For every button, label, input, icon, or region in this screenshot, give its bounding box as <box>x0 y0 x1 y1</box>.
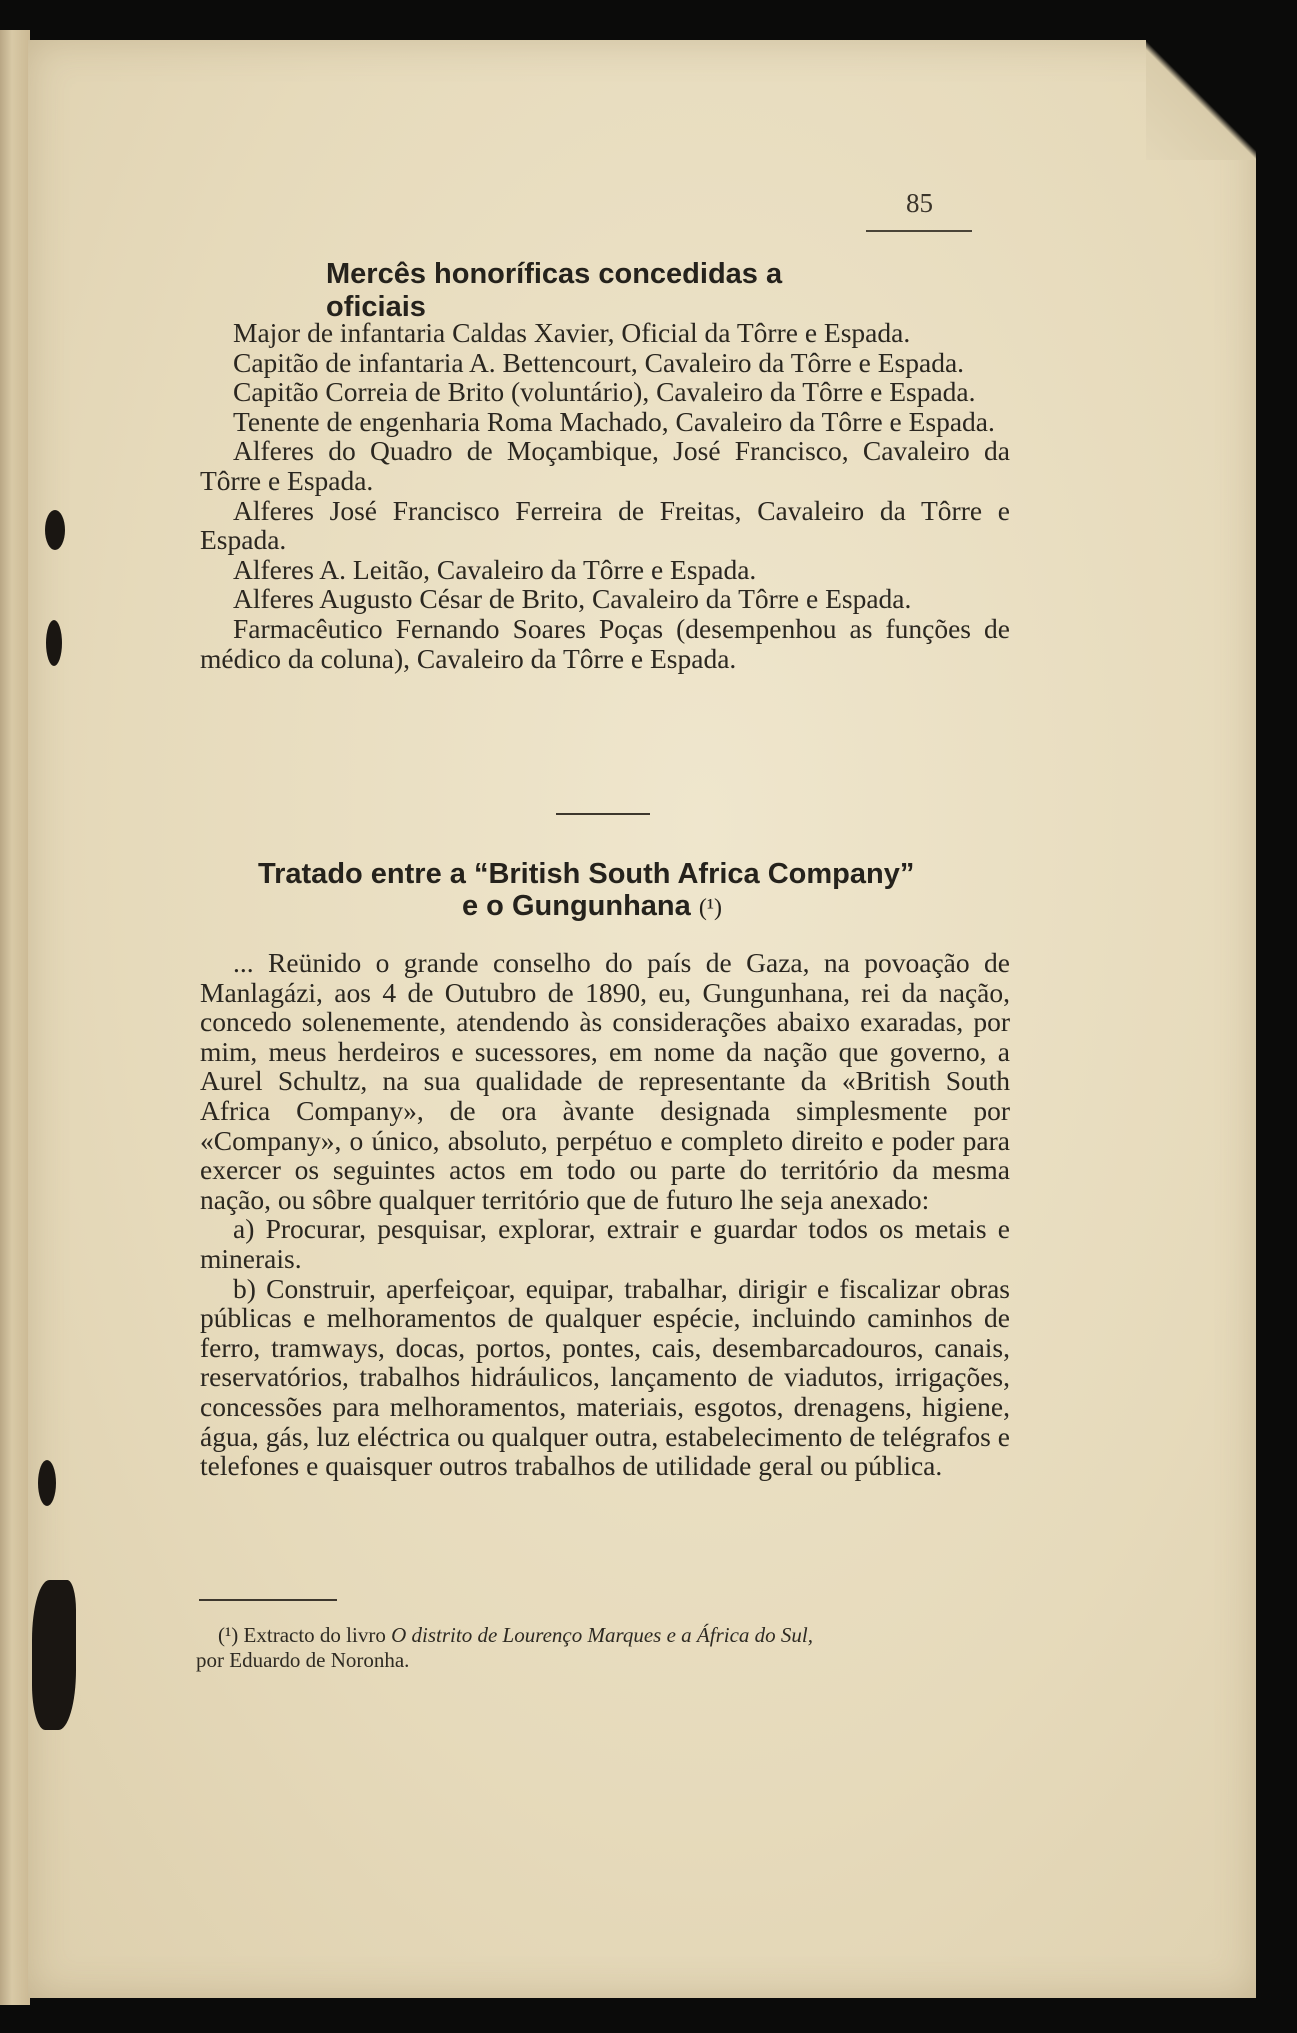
treaty-text <box>200 948 1010 1481</box>
page-number-rule <box>866 230 972 232</box>
torn-corner <box>1146 40 1256 160</box>
list-item: Capitão de infantaria A. Bettencourt, Cavaleiro da Tôrre e Espada. <box>233 346 965 378</box>
treaty-clause-a: a) Procurar, pesquisar, explorar, extrair e guardar todos os metais e minerais. <box>200 1213 1010 1274</box>
page-damage-mark <box>45 510 65 550</box>
page-damage-mark <box>46 620 62 666</box>
list-item: Capitão Correia de Brito (voluntário), Cavaleiro da Tôrre e Espada. <box>233 376 976 408</box>
footnote <box>196 1623 1010 1673</box>
list-item: Alferes do Quadro de Moçambique, José Francisco, Cavaleiro da Tôrre e Espada. <box>200 435 1010 496</box>
page-damage-mark <box>38 1460 56 1506</box>
list-item: Alferes Augusto César de Brito, Cavaleiro da Tôrre e Espada. <box>233 583 912 615</box>
list-item: Alferes José Francisco Ferreira de Freitas, Cavaleiro da Tôrre e Espada. <box>200 494 1010 556</box>
section-title-honours: Mercês honoríficas concedidas a oficiais <box>326 258 783 323</box>
book-spine-edge <box>0 30 30 2005</box>
footnote-author: por Eduardo de Noronha. <box>196 1648 410 1672</box>
honours-list <box>200 318 1010 673</box>
treaty-paragraph: ... Reünido o grande conselho do país de Gaza, na povoação de Manlagázi, aos 4 de Outubro de 1890, eu, Gungunhana, rei da nação, concedo solenemente, atendendo às considerações abaixo exaradas, por mim, meus herdeiros e sucessores, em nome da nação que governo, a Aurel Schultz, na sua qualidade de representante da «British South Africa Company», de ora àvante designada simplesmente por «Company», o único, absoluto, perpétuo e completo direito e poder para exercer os seguintes actos em todo ou parte do território da mesma nação, ou sôbre qualquer território que de futuro lhe seja anexado: <box>200 947 1010 1215</box>
treaty-title-text: e o Gungunhana <box>462 890 691 922</box>
list-item: Major de infantaria Caldas Xavier, Oficial da Tôrre e Espada. <box>233 317 911 348</box>
page-tear <box>32 1580 76 1730</box>
list-item: Alferes A. Leitão, Cavaleiro da Tôrre e Espada. <box>233 553 757 585</box>
treaty-clause-b: b) Construir, aperfeiçoar, equipar, trabalhar, dirigir e fiscalizar obras públicas e melhoramentos de qualquer espécie, incluindo caminhos de ferro, tramways, docas, portos, pontes, cais, desembarcadouros, canais, reservatórios, trabalhos hidráulicos, lançamento de viadutos, irrigações, concessões para melhoramentos, materiais, esgotos, drenagens, higiene, água, gás, luz eléctrica ou qualquer outra, estabelecimento de telégrafos e telefones e quaisquer outros trabalhos de utilidade geral ou pública. <box>200 1272 1010 1482</box>
page-number: 85 <box>906 188 933 218</box>
section-title-treaty-line1: Tratado entre a “British South Africa Company” <box>258 858 915 890</box>
section-title-treaty-line2 <box>462 890 862 923</box>
footnote-mark: (¹) <box>218 1623 239 1647</box>
section-divider <box>556 813 650 815</box>
footnote-book-title: O distrito de Lourenço Marques e a África do Sul, <box>391 1623 814 1647</box>
footnote-reference: (¹) <box>698 895 723 921</box>
list-item: Farmacêutico Fernando Soares Poças (desempenhou as funções de médico da coluna), Cavaleiro da Tôrre e Espada. <box>200 612 1010 674</box>
footnote-divider <box>199 1599 337 1601</box>
list-item: Tenente de engenharia Roma Machado, Cavaleiro da Tôrre e Espada. <box>233 405 995 437</box>
footnote-prefix: Extracto do livro <box>243 1623 386 1647</box>
